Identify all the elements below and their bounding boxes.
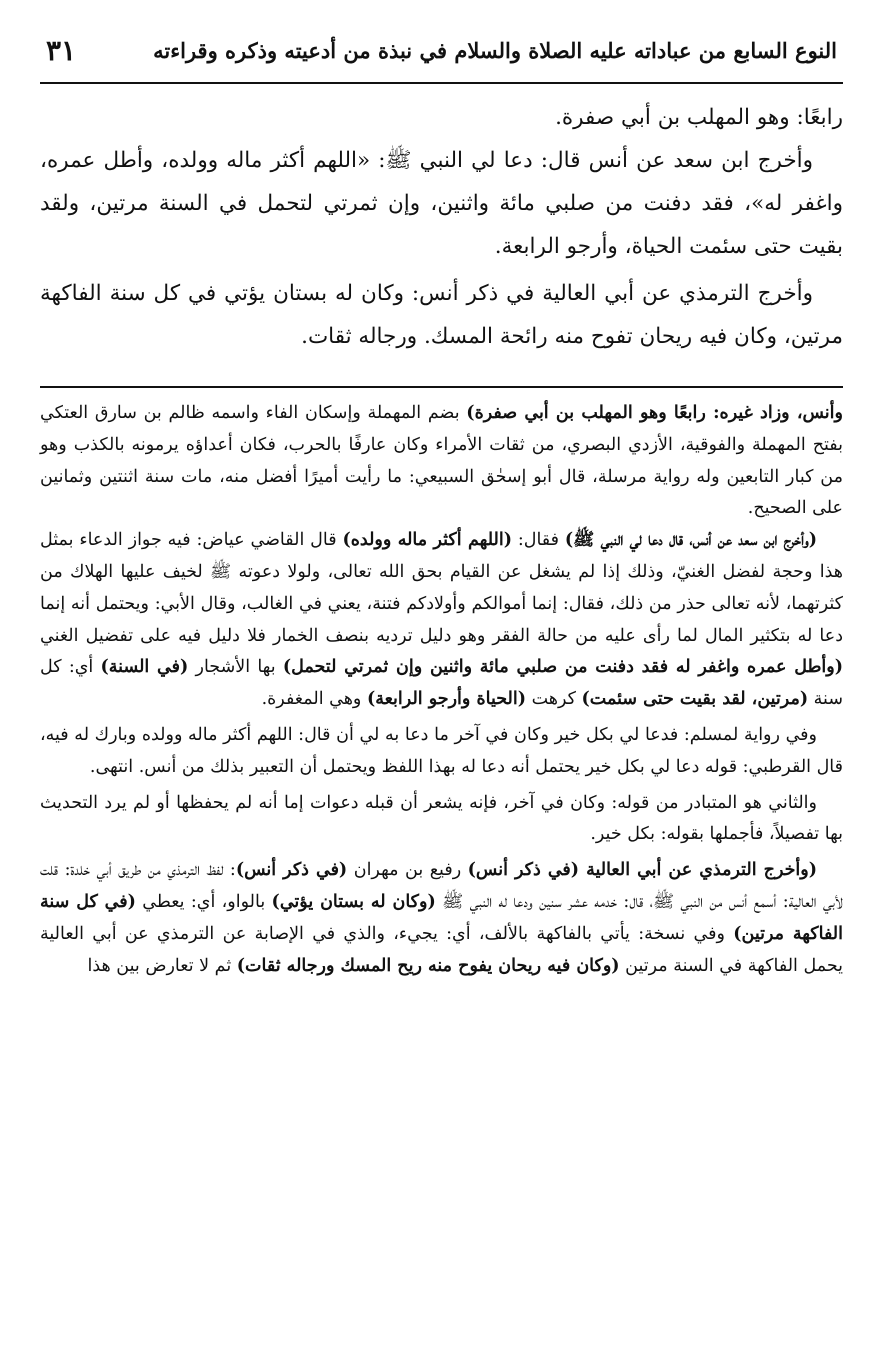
quoted-text: (اللهم أكثر ماله وولده)	[342, 530, 512, 551]
main-text	[40, 96, 843, 358]
quoted-text: (في السنة)	[100, 657, 189, 678]
commentary-text: كرهت	[526, 689, 582, 710]
commentary-text: قال القاضي عياض: فيه جواز الدعاء بمثل هذا وحجة لفضل الغنيّ، وذلك إذا لم يشغل عن القيام بحق الله تعالى، ولولا دعوته ﷺ لخيف عليها الهلاك من كثرتهما، لأنه تعالى حذر من ذلك، فقال: إنما أموالكم وأولادكم فتنة، يعني في الغالب، وقال الأبي: ويحتمل أنه إنما دعا له بتكثير المال لما رأى عليه من حالة الفقر وهو دليل ترديه بنصف الخمار فلا دليل فيه على تفضيل الغني	[40, 530, 843, 646]
commentary-text: ثم لا تعارض بين هذا	[87, 955, 237, 976]
quoted-text: (وأخرج الترمذي عن أبي العالية (في ذكر أنس)	[467, 860, 818, 881]
main-paragraph: وأخرج الترمذي عن أبي العالية في ذكر أنس: وكان له بستان يؤتي في كل سنة الفاكهة مرتين، وكان فيه ريحان تفوح منه رائحة المسك. ورجاله ثقات.	[40, 281, 843, 349]
quoted-text: (وأطل عمره واغفر له فقد دفنت من صلبي مائة واثنين وإن ثمرتي لتحمل)	[282, 657, 843, 678]
running-title: النوع السابع من عباداته عليه الصلاة والسلام في نبذة من أدعيته وذكره وقراءته	[153, 38, 837, 63]
commentary-paragraph: والثاني هو المتبادر من قوله: وكان في آخر، فإنه يشعر أن قبله دعوات إما أنه لم يحفظها أو لم يرد التحديث بها تفصيلاً، فأجملها بقوله: بكل خير.	[40, 792, 843, 845]
quoted-text: وأنس، وزاد غيره: رابعًا وهو المهلب بن أبي صفرة)	[466, 403, 843, 423]
commentary-text: : لفظ الترمذي من طريق أبي خلدة: قلت لأبي العالية: أسمع أنس من النبي ﷺ، قال: خدمه عشر سنين ودعا له النبي ﷺ	[40, 860, 844, 912]
quoted-text: (مرتين، لقد بقيت حتى سئمت)	[581, 689, 809, 710]
quoted-text: (وكان فيه ريحان يفوح منه ريح المسك ورجاله ثقات)	[236, 955, 620, 976]
footnote-separator	[40, 386, 843, 388]
page-number: ٣١	[46, 34, 77, 67]
main-paragraph: رابعًا: وهو المهلب بن أبي صفرة.	[555, 105, 843, 130]
quoted-text: (في ذكر أنس)	[235, 860, 348, 881]
commentary-text: رفيع بن مهران	[347, 860, 468, 881]
commentary-text: بضم المهملة وإسكان الفاء واسمه ظالم بن سارق العتكي بفتح المهملة والفوقية، الأزدي البصري، من ثقات الأمراء وكان عارفًا بالحرب، فكان أعداؤه يرمونه بالكذب وهو من كبار التابعين وله رواية مرسلة، قال أبو إسحٰق السبيعي: ما رأيت أميرًا أفضل منه، مات سنة اثنتين وثمانين على الصحيح.	[40, 403, 843, 519]
commentary-text: بها الأشجار	[188, 657, 283, 678]
page-header	[40, 28, 837, 76]
quoted-text: (الحياة وأرجو الرابعة)	[366, 689, 526, 710]
commentary-text: وهي المغفرة.	[261, 689, 367, 710]
commentary-paragraph	[40, 398, 843, 525]
quoted-text: (وأخرج ابن سعد عن أنس، قال دعا لي النبي ﷺ)	[564, 530, 818, 551]
commentary-text: فقال:	[512, 530, 565, 551]
commentary-text: أي: كل سنة	[40, 657, 843, 710]
commentary-text: بالواو، أي: يعطي	[135, 891, 272, 912]
commentary-paragraph	[40, 855, 843, 982]
commentary-paragraph	[40, 525, 843, 716]
main-paragraph: وأخرج ابن سعد عن أنس قال: دعا لي النبي ﷺ: «اللهم أكثر ماله وولده، وأطل عمره، واغفر له»، فقد دفنت من صلبي مائة واثنين، وإن ثمرتي لتحمل في السنة مرتين، ولقد بقيت حتى سئمت الحياة، وأرجو الرابعة.	[40, 148, 843, 259]
commentary-text: وفي نسخة: يأتي بالفاكهة بالألف، أي: يجيء، والذي في الإصابة عن الترمذي عن أبي العالية يحمل الفاكهة في السنة مرتين	[40, 923, 843, 976]
header-rule	[40, 82, 843, 84]
quoted-text: (في كل سنة الفاكهة مرتين)	[40, 891, 843, 944]
commentary	[40, 398, 843, 982]
commentary-paragraph: وفي رواية لمسلم: فدعا لي بكل خير وكان في آخر ما دعا به لي أن قال: اللهم أكثر ماله وولده وبارك له فيه، قال القرطبي: قوله دعا لي بكل خير يحتمل أنه دعا له بهذا اللفظ ويحتمل أن التعبير بذلك من أنس. انتهى.	[40, 724, 843, 777]
quoted-text: (وكان له بستان يؤتي)	[271, 891, 436, 912]
